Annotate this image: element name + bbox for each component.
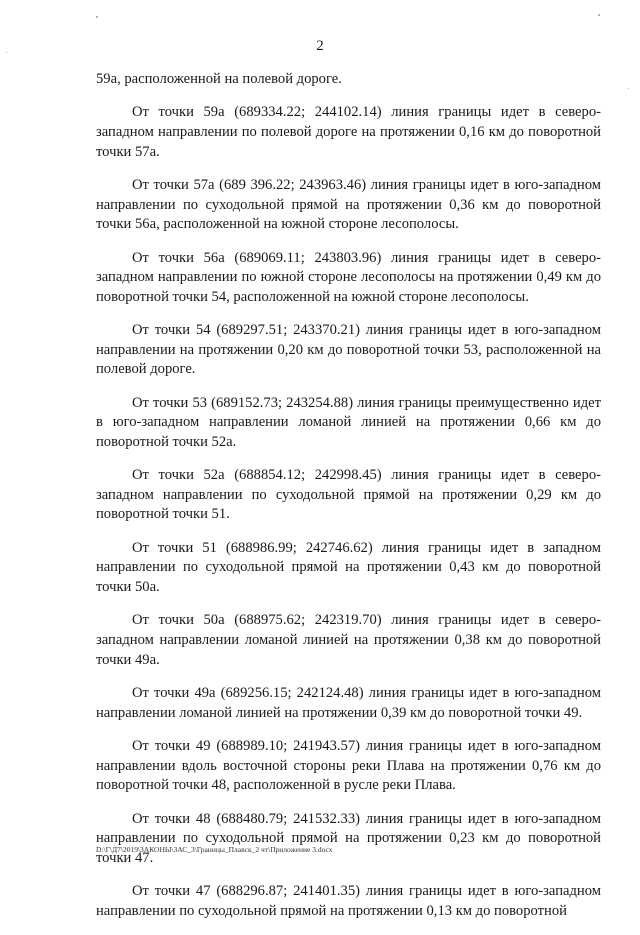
- document-body: [96, 70, 601, 935]
- paragraph-point-57a: От точки 57а (689 396.22; 243963.46) линия границы идет в юго-западном направлении по суходольной прямой на протяжении 0,36 км до поворотной точки 56а, расположенной на южной стороне лесополосы.: [96, 176, 601, 233]
- paragraph-point-49: От точки 49 (688989.10; 241943.57) линия границы идет в юго-западном направлении вдоль восточной стороны реки Плава на протяжении 0,76 км до поворотной точки 48, расположенной в русле реки Плава.: [96, 738, 601, 794]
- paragraph-point-59a: От точки 59а (689334.22; 244102.14) линия границы идет в северо-западном направлении по полевой дороге на протяжении 0,16 км до поворотной точки 57а.: [96, 104, 601, 160]
- paragraph-point-49a: От точки 49а (689256.15; 242124.48) линия границы идет в юго-западном направлении ломаной линией на протяжении 0,39 км до поворотной точки 49.: [96, 685, 601, 721]
- paragraph-point-56a: От точки 56а (689069.11; 243803.96) линия границы идет в северо-западном направлении по южной стороне лесополосы на протяжении 0,49 км до поворотной точки 54, расположенной на южной стороне лесополосы.: [96, 249, 601, 305]
- scan-speck: [628, 88, 629, 89]
- paragraph-point-50a: От точки 50а (688975.62; 242319.70) линия границы идет в северо-западном направлении ломаной линией на протяжении 0,38 км до поворотной точки 49а.: [96, 612, 601, 668]
- scan-speck: [96, 16, 98, 18]
- footer-file-path: D:\Г\Д7\2019\ЗАКОНЫ\ЗАС_3\Границы_Плавск_2 чт\Приложение 3.docx: [96, 845, 333, 854]
- paragraph-point-53: От точки 53 (689152.73; 243254.88) линия границы преимущественно идет в юго-западном направлении ломаной линией на протяжении 0,66 км до поворотной точки 52а.: [96, 394, 601, 450]
- paragraph-point-52a: От точки 52а (688854.12; 242998.45) линия границы идет в северо-западном направлении по суходольной прямой на протяжении 0,29 км до поворотной точки 51.: [96, 467, 601, 523]
- scan-speck: [598, 14, 600, 16]
- paragraph-point-54: От точки 54 (689297.51; 243370.21) линия границы идет в юго-западном направлении на протяжении 0,20 км до поворотной точки 53, расположенной на полевой дороге.: [96, 322, 601, 378]
- paragraph-point-51: От точки 51 (688986.99; 242746.62) линия границы идет в западном направлении по суходольной прямой на протяжении 0,43 км до поворотной точки 50а.: [96, 539, 601, 596]
- paragraph-point-47: От точки 47 (688296.87; 241401.35) линия границы идет в юго-западном направлении по суходольной прямой на протяжении 0,13 км до поворотной: [96, 883, 601, 919]
- paragraph-point-48: От точки 48 (688480.79; 241532.33) линия границы идет в юго-западном направлении по суходольной прямой на протяжении 0,23 км до поворотной точки 47.: [96, 810, 601, 866]
- paragraph-continuation: 59а, расположенной на полевой дороге.: [96, 71, 342, 87]
- page-number: 2: [316, 38, 324, 54]
